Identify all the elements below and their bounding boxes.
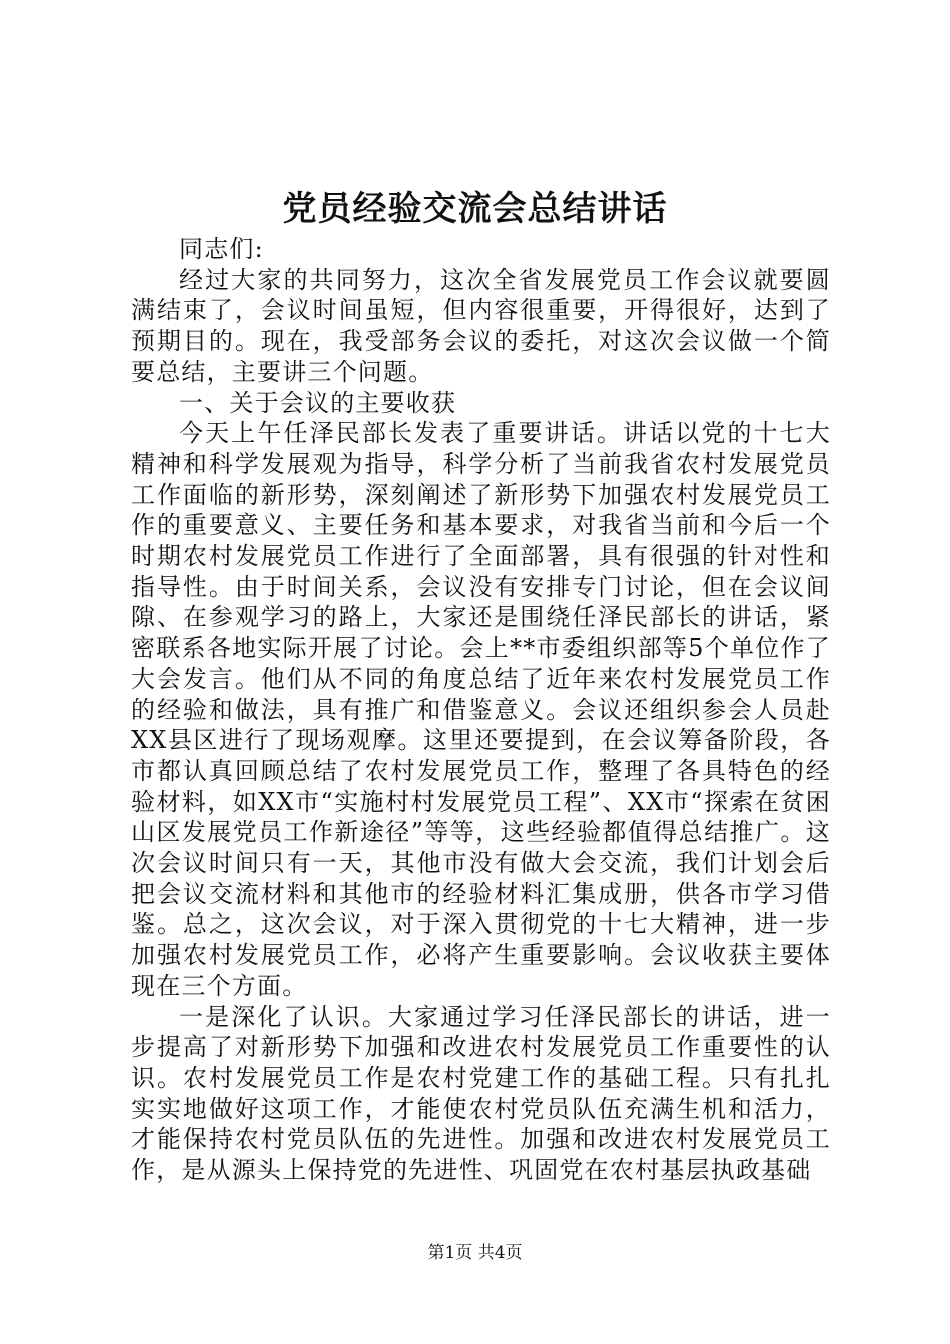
body-paragraph: 今天上午任泽民部长发表了重要讲话。讲话以党的十七大精神和科学发展观为指导，科学分析了当前我省农村发展党员工作面临的新形势，深刻阐述了新形势下加强农村发展党员工作的重要意义、主要任务和基本要求，对我省当前和今后一个时期农村发展党员工作进行了全面部署，具有很强的针对性和指导性。由于时间关系，会议没有安排专门讨论，但在会议间隙、在参观学习的路上，大家还是围绕任泽民部长的讲话，紧密联系各地实际开展了讨论。会上**市委组织部等5个单位作了大会发言。他们从不同的角度总结了近年来农村发展党员工作的经验和做法，具有推广和借鉴意义。会议还组织参会人员赴XX县区进行了现场观摩。这里还要提到，在会议筹备阶段，各市都认真回顾总结了农村发展党员工作，整理了各具特色的经验材料，如XX市“实施村村发展党员工程”、XX市“探索在贫困山区发展党员工作新途径”等等，这些经验都值得总结推广。这次会议时间只有一天，其他市没有做大会交流，我们计划会后把会议交流材料和其他市的经验材料汇集成册，供各市学习借鉴。总之，这次会议，对于深入贯彻党的十七大精神，进一步加强农村发展党员工作，必将产生重要影响。会议收获主要体现在三个方面。 (131, 419, 831, 1000)
section-heading: 一、关于会议的主要收获 (179, 388, 457, 417)
salutation-paragraph: 同志们: (179, 235, 264, 263)
page-number: 第1页 共4页 (427, 1243, 523, 1263)
document-body (131, 234, 831, 1186)
body-paragraph: 一是深化了认识。大家通过学习任泽民部长的讲话，进一步提高了对新形势下加强和改进农村发展党员工作重要性的认识。农村发展党员工作是农村党建工作的基础工程。只有扎扎实实地做好这项工作，才能使农村党员队伍充满生机和活力，才能保持农村党员队伍的先进性。加强和改进农村发展党员工作，是从源头上保持党的先进性、巩固党在农村基层执政基础 (131, 1002, 831, 1185)
body-paragraph: 经过大家的共同努力，这次全省发展党员工作会议就要圆满结束了，会议时间虽短，但内容很重要，开得很好，达到了预期目的。现在，我受部务会议的委托，对这次会议做一个简要总结，主要讲三个问题。 (131, 265, 831, 386)
document-title: 党员经验交流会总结讲话 (282, 189, 668, 229)
